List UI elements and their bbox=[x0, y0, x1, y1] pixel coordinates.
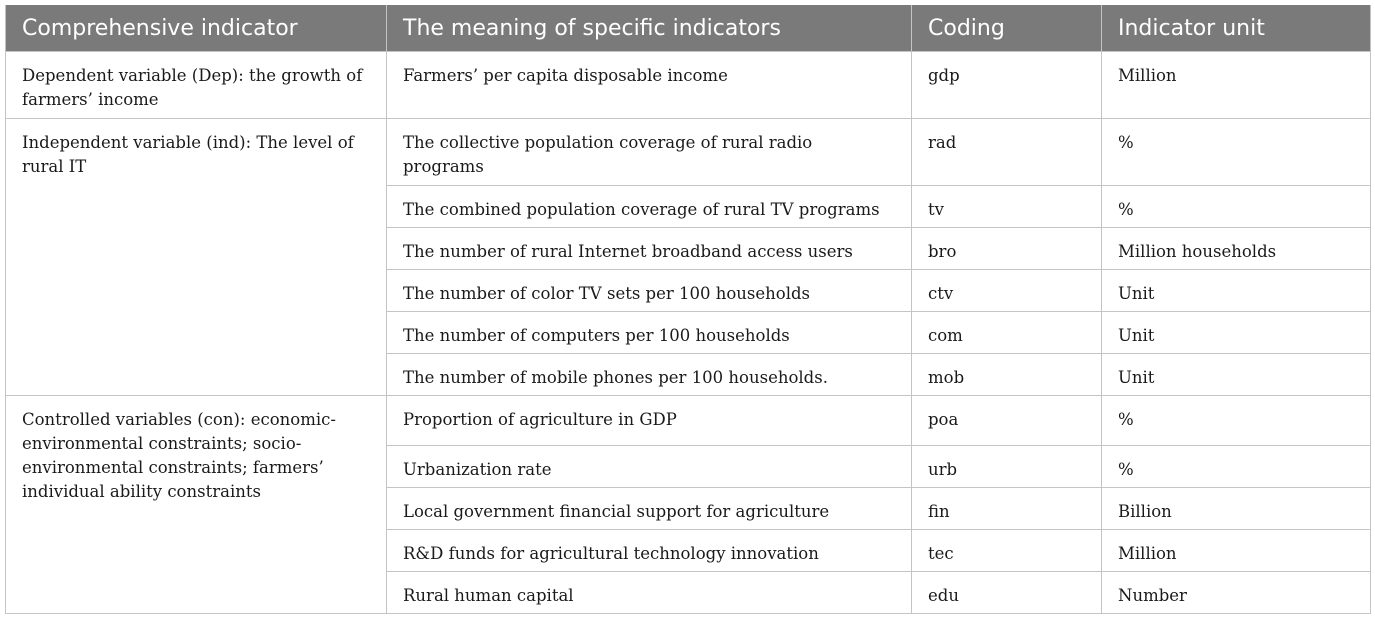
coding-cell: com bbox=[912, 312, 1102, 354]
coding-cell: gdp bbox=[912, 52, 1102, 119]
unit-cell: Million households bbox=[1102, 228, 1371, 270]
unit-cell: Million bbox=[1102, 52, 1371, 119]
meaning-cell: Rural human capital bbox=[387, 572, 912, 614]
coding-cell: edu bbox=[912, 572, 1102, 614]
unit-cell: Billion bbox=[1102, 488, 1371, 530]
meaning-cell: The number of computers per 100 households bbox=[387, 312, 912, 354]
coding-cell: mob bbox=[912, 354, 1102, 396]
unit-cell: % bbox=[1102, 119, 1371, 186]
coding-cell: tec bbox=[912, 530, 1102, 572]
coding-cell: fin bbox=[912, 488, 1102, 530]
table-header-row bbox=[6, 5, 1371, 52]
indicator-cell-independent: Independent variable (ind): The level of rural IT bbox=[6, 119, 387, 396]
coding-cell: urb bbox=[912, 446, 1102, 488]
unit-cell: Unit bbox=[1102, 312, 1371, 354]
meaning-cell: The number of mobile phones per 100 households. bbox=[387, 354, 912, 396]
unit-cell: Number bbox=[1102, 572, 1371, 614]
unit-cell: % bbox=[1102, 396, 1371, 446]
meaning-cell: Farmers’ per capita disposable income bbox=[387, 52, 912, 119]
meaning-cell: Proportion of agriculture in GDP bbox=[387, 396, 912, 446]
meaning-cell: The number of rural Internet broadband access users bbox=[387, 228, 912, 270]
coding-cell: ctv bbox=[912, 270, 1102, 312]
indicator-cell-controlled: Controlled variables (con): economic-environmental constraints; socio-environmental constraints; farmers’ individual ability constraints bbox=[6, 396, 387, 614]
unit-cell: % bbox=[1102, 446, 1371, 488]
header-meaning: The meaning of specific indicators bbox=[387, 5, 912, 52]
table-row bbox=[6, 52, 1371, 119]
table-row bbox=[6, 119, 1371, 186]
meaning-cell: Local government financial support for agriculture bbox=[387, 488, 912, 530]
indicator-table-container bbox=[5, 5, 1370, 614]
table-row bbox=[6, 396, 1371, 446]
indicator-cell-dependent: Dependent variable (Dep): the growth of farmers’ income bbox=[6, 52, 387, 119]
indicator-table bbox=[5, 5, 1371, 614]
unit-cell: Unit bbox=[1102, 270, 1371, 312]
meaning-cell: The collective population coverage of rural radio programs bbox=[387, 119, 912, 186]
meaning-cell: The combined population coverage of rural TV programs bbox=[387, 186, 912, 228]
unit-cell: Million bbox=[1102, 530, 1371, 572]
header-coding: Coding bbox=[912, 5, 1102, 52]
unit-cell: Unit bbox=[1102, 354, 1371, 396]
coding-cell: poa bbox=[912, 396, 1102, 446]
header-indicator-unit: Indicator unit bbox=[1102, 5, 1371, 52]
meaning-cell: R&D funds for agricultural technology innovation bbox=[387, 530, 912, 572]
coding-cell: rad bbox=[912, 119, 1102, 186]
unit-cell: % bbox=[1102, 186, 1371, 228]
coding-cell: tv bbox=[912, 186, 1102, 228]
header-comprehensive-indicator: Comprehensive indicator bbox=[6, 5, 387, 52]
meaning-cell: The number of color TV sets per 100 households bbox=[387, 270, 912, 312]
coding-cell: bro bbox=[912, 228, 1102, 270]
meaning-cell: Urbanization rate bbox=[387, 446, 912, 488]
